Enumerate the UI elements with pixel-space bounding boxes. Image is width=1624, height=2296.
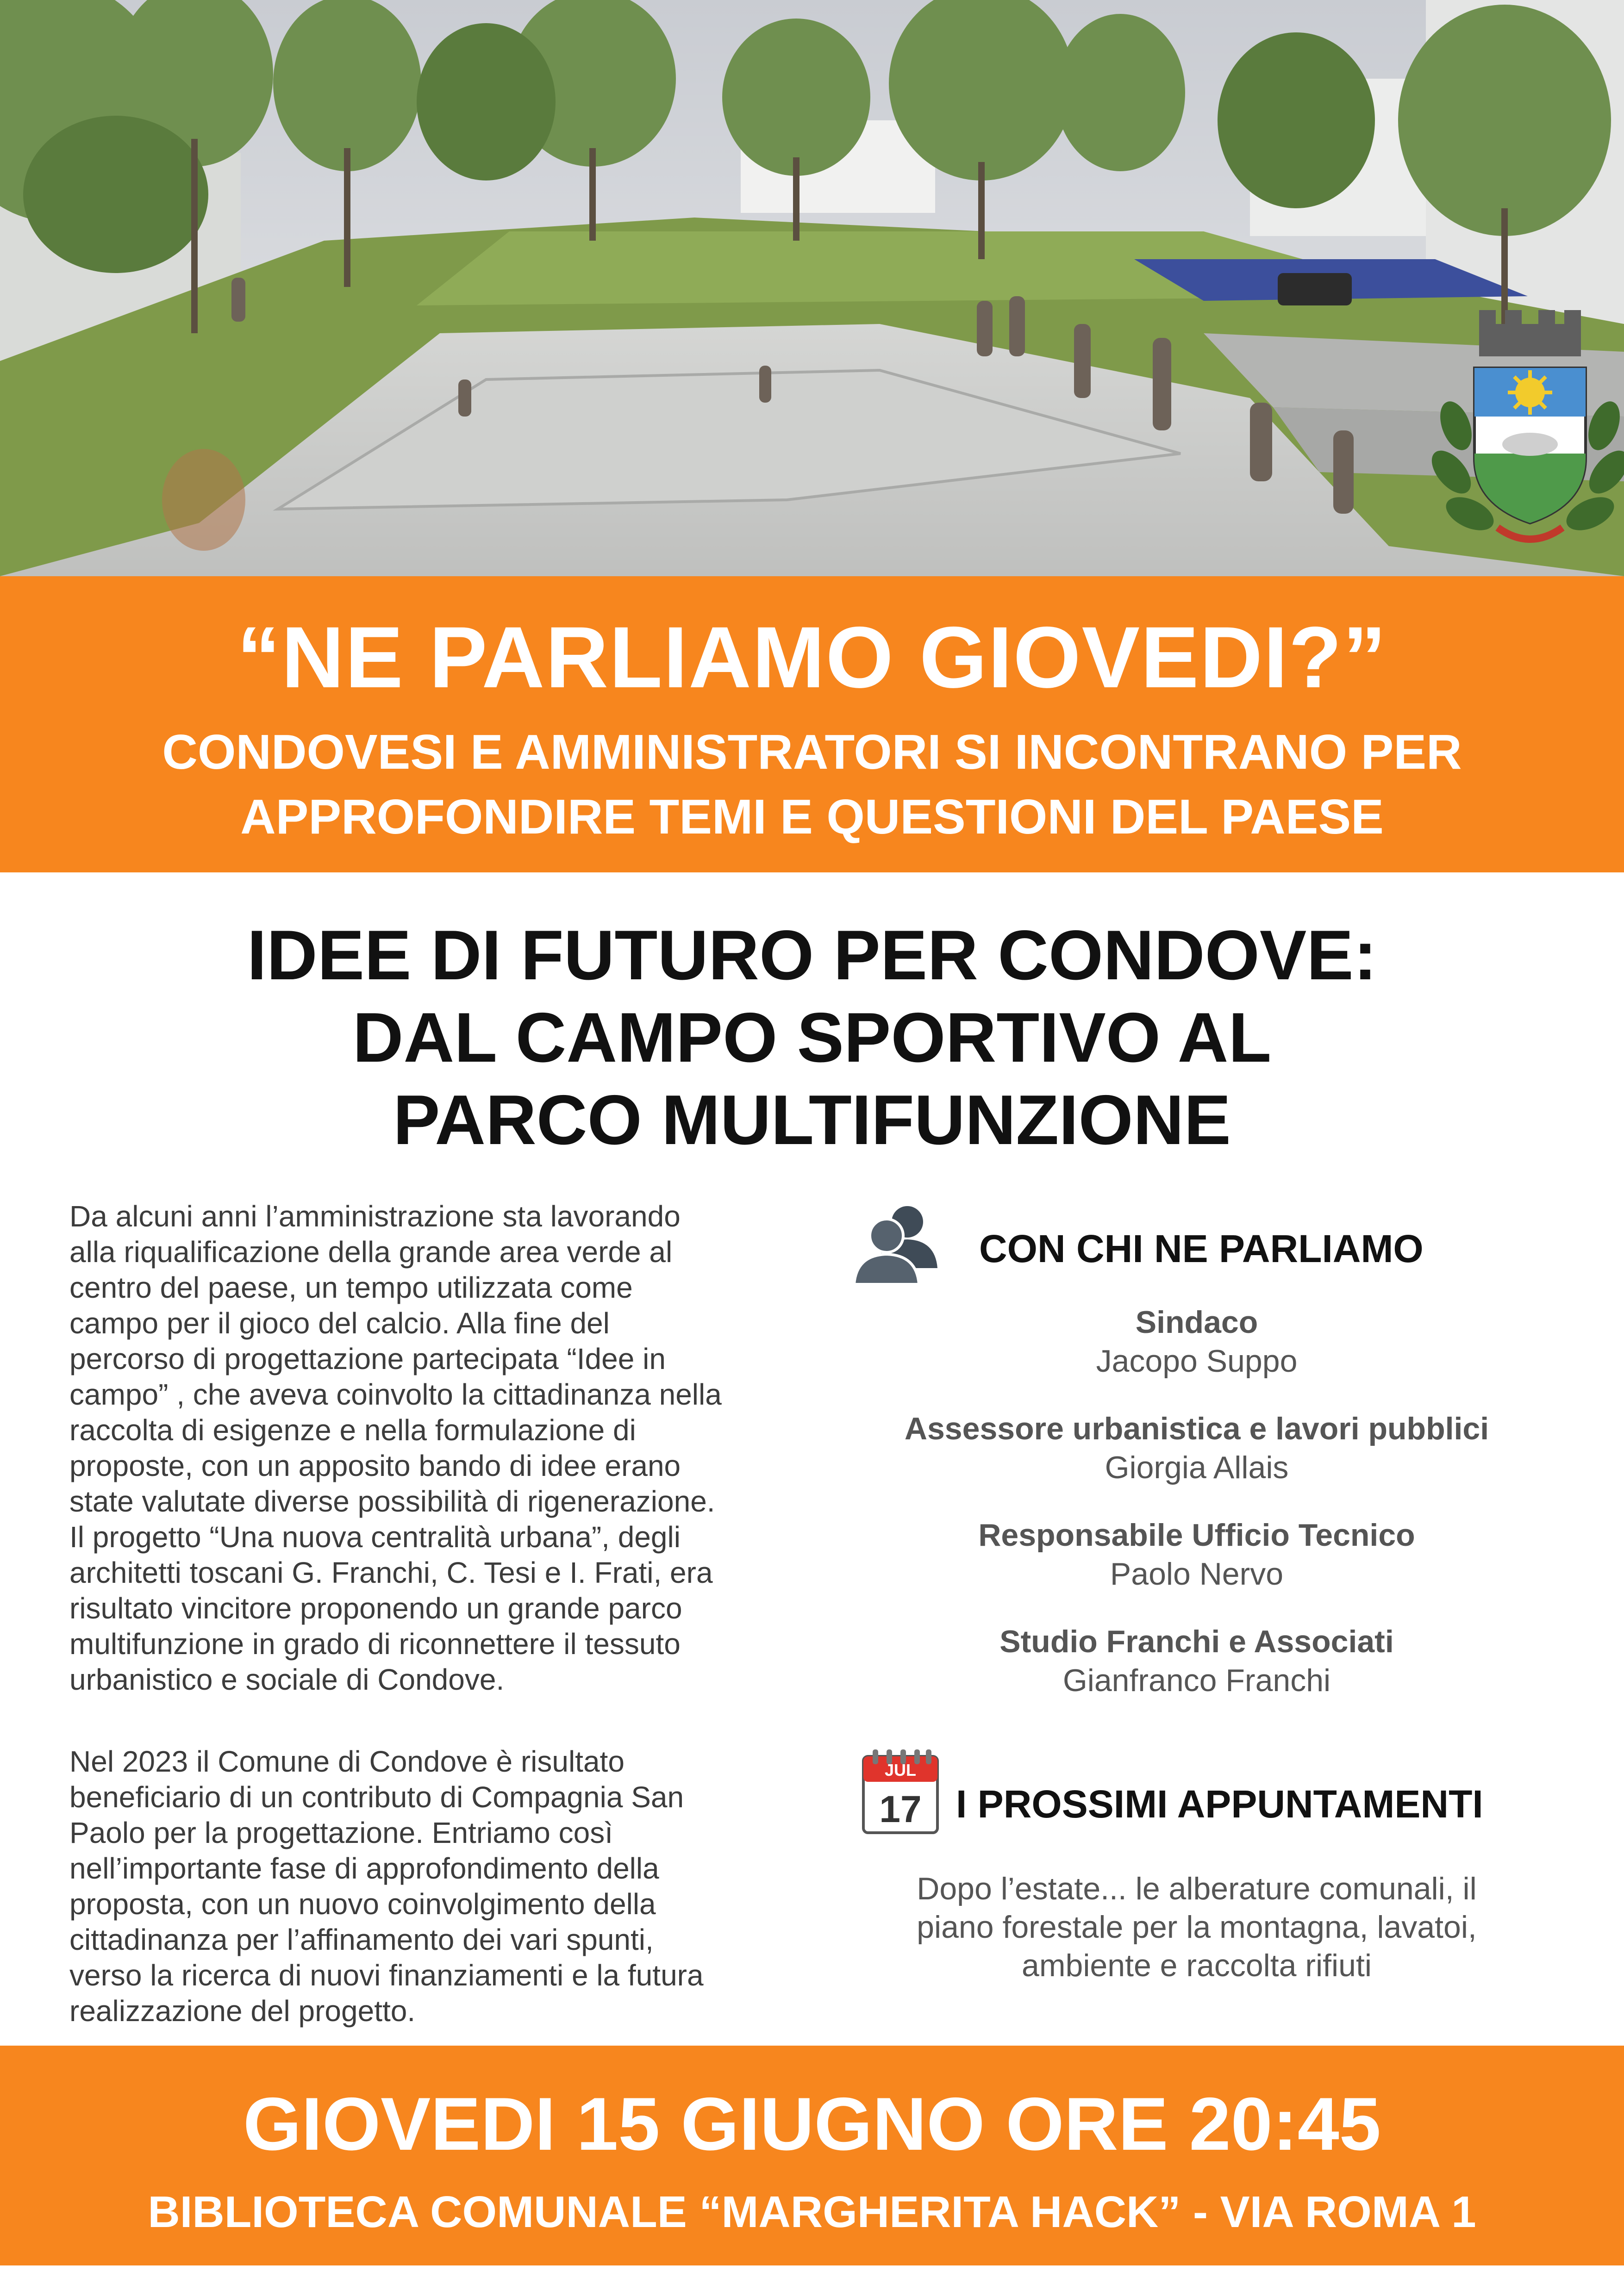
text-line: realizzazione del progetto. [69, 1994, 416, 2028]
speaker-role: Responsabile Ufficio Tecnico [978, 1518, 1415, 1553]
event-series-title: “NE PARLIAMO GIOVEDI?” [237, 609, 1387, 706]
speakers-heading [852, 1199, 1542, 1287]
headline-line-2: DAL CAMPO SPORTIVO AL [352, 998, 1272, 1077]
event-location: BIBLIOTECA COMUNALE “MARGHERITA HACK” - VIA ROMA 1 [148, 2187, 1476, 2237]
text-line: nell’importante fase di approfondimento della [69, 1852, 659, 1885]
text-line: proposte, con un apposito bando di idee erano [69, 1449, 681, 1482]
event-series-subtitle [0, 720, 1624, 849]
text-line: campo per il gioco del calcio. Alla fine del [69, 1307, 610, 1340]
speaker-name: Gianfranco Franchi [1062, 1663, 1331, 1698]
appointments-line-1: Dopo l’estate... le alberature comunali, il [917, 1871, 1477, 1906]
text-line: urbanistico e sociale di Condove. [69, 1663, 505, 1696]
event-date-time: GIOVEDI 15 GIUGNO ORE 20:45 [243, 2082, 1381, 2166]
description-paragraph-1 [69, 1199, 810, 1698]
municipal-crest-logo [1428, 305, 1624, 555]
text-line: raccolta di esigenze e nella formulazione di [69, 1413, 636, 1447]
speaker-role: Sindaco [1135, 1305, 1258, 1340]
text-line: risultato vincitore proponendo un grande parco [69, 1592, 682, 1625]
subtitle-line-2: APPROFONDIRE TEMI E QUESTIONI DEL PAESE [240, 790, 1384, 844]
headline-line-3: PARCO MULTIFUNZIONE [393, 1081, 1231, 1159]
speaker-role: Studio Franchi e Associati [999, 1624, 1394, 1659]
hero-park-rendering [0, 0, 1624, 576]
speaker-councillor [852, 1409, 1542, 1487]
speaker-mayor [852, 1303, 1542, 1381]
appointments-line-3: ambiente e raccolta rifiuti [1022, 1948, 1372, 1983]
text-line: centro del paese, un tempo utilizzata come [69, 1271, 633, 1304]
description-column [69, 1199, 810, 2075]
text-line: Il progetto “Una nuova centralità urbana”, degli [69, 1520, 681, 1554]
appointments-heading-label: I PROSSIMI APPUNTAMENTI [956, 1782, 1483, 1826]
text-line: Da alcuni anni l’amministrazione sta lavorando [69, 1200, 681, 1233]
text-line: verso la ricerca di nuovi finanziamenti e la futura [69, 1959, 704, 1992]
appointments-heading [852, 1747, 1542, 1844]
speaker-name: Jacopo Suppo [1096, 1344, 1298, 1379]
text-line: Nel 2023 il Comune di Condove è risultato [69, 1745, 625, 1778]
text-line: state valutate diverse possibilità di rigenerazione. [69, 1485, 715, 1518]
park-illustration [0, 0, 1624, 576]
text-line: campo” , che aveva coinvolto la cittadinanza nella [69, 1378, 722, 1411]
speakers-heading-label: CON CHI NE PARLIAMO [979, 1227, 1424, 1270]
text-line: multifunzione in grado di riconnettere il tessuto [69, 1627, 681, 1661]
description-paragraph-2 [69, 1744, 810, 2029]
speaker-name: Paolo Nervo [1110, 1556, 1284, 1592]
speaker-name: Giorgia Allais [1105, 1450, 1289, 1485]
calendar-month: JUL [884, 1761, 917, 1780]
headline-line-1: IDEE DI FUTURO PER CONDOVE: [247, 916, 1377, 995]
text-line: percorso di progettazione partecipata “Idee in [69, 1342, 666, 1375]
appointments-description [852, 1870, 1542, 1985]
subtitle-line-1: CONDOVESI E AMMINISTRATORI SI INCONTRANO PER [162, 725, 1462, 779]
topic-headline [0, 914, 1624, 1161]
text-line: cittadinanza per l’affinamento dei vari spunti, [69, 1923, 654, 1956]
calendar-day: 17 [879, 1788, 922, 1830]
speaker-role: Assessore urbanistica e lavori pubblici [904, 1411, 1489, 1446]
event-details-banner [0, 2046, 1624, 2265]
text-line: beneficiario di un contributo di Compagnia San [69, 1780, 684, 1814]
calendar-icon [861, 1747, 940, 1835]
text-line: alla riqualificazione della grande area verde al [69, 1235, 673, 1269]
title-banner [0, 576, 1624, 872]
appointments-line-2: piano forestale per la montagna, lavatoi, [917, 1910, 1477, 1945]
speaker-list [852, 1303, 1542, 1700]
text-line: architetti toscani G. Franchi, C. Tesi e I. Frati, era [69, 1556, 713, 1589]
text-line: Paolo per la progettazione. Entriamo così [69, 1816, 613, 1849]
people-icon [852, 1199, 944, 1287]
text-line: proposta, con un nuovo coinvolgimento della [69, 1887, 656, 1921]
speaker-technical-office [852, 1516, 1542, 1593]
speaker-architect-studio [852, 1622, 1542, 1700]
info-column [852, 1199, 1542, 1983]
